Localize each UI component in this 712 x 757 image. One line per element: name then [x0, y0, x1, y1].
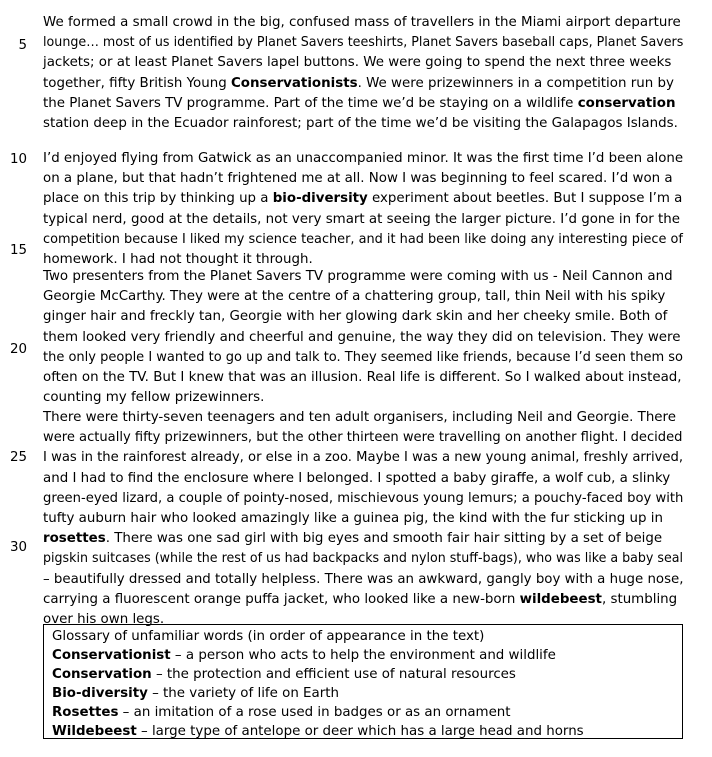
text-run: ginger hair and freckly tan, Georgie with her glowing dark skin and her cheeky smile. Both of: [43, 309, 668, 325]
glossary-term: Rosettes: [52, 705, 119, 720]
glossary-term: Bio-diversity: [52, 686, 148, 701]
text-line: [43, 428, 682, 448]
text-run: I was in the rainforest already, or else in a zoo. Maybe I was a new young animal, freshly arrived,: [43, 450, 684, 466]
line-number: 5: [18, 38, 27, 53]
text-run: on a plane, but that hadn’t frightened me at all. Now I was beginning to feel scared. I’d won a: [43, 171, 673, 187]
glossary-term-bold: Conservationists: [230, 75, 358, 91]
glossary-entry: [52, 703, 511, 722]
text-line: [43, 328, 681, 348]
text-line: [43, 489, 683, 509]
text-run: the Planet Savers TV programme. Part of the time we’d be staying on a wildlife: [43, 95, 578, 111]
text-run: lounge… most of us identified by Planet Savers teeshirts, Planet Savers baseball caps, Planet Savers: [43, 35, 684, 51]
glossary-heading: Glossary of unfamiliar words (in order of appearance in the text): [52, 629, 485, 644]
text-run: . We were prizewinners in a competition run by: [357, 75, 674, 91]
glossary-definition: – an imitation of a rose used in badges or as an ornament: [118, 705, 511, 720]
text-run: carrying a fluorescent orange puffa jacket, who looked like a new-born: [43, 591, 520, 607]
text-line: [43, 287, 665, 307]
glossary-definition: – the variety of life on Earth: [147, 686, 339, 701]
line-number: 25: [9, 450, 27, 465]
text-run: – beautifully dressed and totally helpless. There was an awkward, gangly boy with a huge nose,: [43, 571, 684, 587]
text-run: the only people I wanted to go up and talk to. They seemed like friends, because I’d seen them so: [43, 349, 684, 365]
glossary-term-bold: rosettes: [43, 531, 106, 547]
text-run: tufty auburn hair who looked amazingly like a guinea pig, the kind with the fur sticking up in: [43, 511, 663, 526]
text-run: pigskin suitcases (while the rest of us had backpacks and nylon stuff-bags), who was like a baby seal: [43, 551, 684, 567]
text-line: [43, 570, 684, 590]
text-run: I’d enjoyed flying from Gatwick as an unaccompanied minor. It was the first time I’d been alone: [43, 151, 684, 166]
text-line: [43, 210, 680, 230]
text-run: counting my fellow prizewinners.: [43, 390, 265, 406]
glossary-term: Conservationist: [52, 648, 171, 663]
text-line: [43, 509, 663, 529]
text-line: [43, 33, 683, 53]
glossary-definition: – a person who acts to help the environment and wildlife: [170, 648, 556, 663]
glossary-term-bold: bio-diversity: [272, 191, 368, 207]
text-line: [43, 549, 683, 569]
glossary-term-bold: conservation: [577, 95, 676, 111]
glossary-entry: [52, 646, 556, 665]
text-run: experiment about beetles. But I suppose I’m a: [367, 191, 683, 207]
text-line: [43, 149, 683, 169]
line-number: 10: [9, 152, 27, 167]
text-line: [43, 74, 674, 94]
line-number: 30: [9, 540, 27, 555]
text-run: and I had to find the enclosure where I belonged. I spotted a baby giraffe, a wolf cub, a slinky: [43, 470, 671, 486]
text-line: [43, 169, 673, 189]
text-run: over his own legs.: [43, 612, 165, 627]
text-line: [43, 53, 671, 73]
text-run: homework. I had not thought it through.: [43, 252, 313, 267]
text-line: [43, 267, 673, 287]
glossary-entry: [52, 665, 516, 684]
glossary-term: Wildebeest: [52, 724, 137, 739]
text-run: We formed a small crowd in the big, confused mass of travellers in the Miami airport departure: [43, 15, 681, 30]
text-line: [43, 94, 676, 114]
text-run: , stumbling: [601, 591, 678, 607]
text-line: [43, 348, 683, 368]
text-line: [43, 13, 681, 33]
text-line: [43, 307, 667, 327]
glossary-definition: – the protection and efficient use of natural resources: [151, 667, 516, 682]
text-run: them looked very friendly and cheerful and genuine, the way they did on television. They were: [43, 329, 681, 345]
glossary-entry: [52, 722, 584, 741]
line-number: 20: [9, 342, 27, 357]
text-run: often on the TV. But I knew that was an illusion. Real life is different. So I walked about instead,: [43, 370, 682, 385]
glossary-box: [43, 624, 683, 739]
text-run: There were thirty-seven teenagers and ten adult organisers, including Neil and Georgie. There: [43, 410, 676, 425]
glossary-term: Conservation: [52, 667, 152, 682]
text-run: station deep in the Ecuador rainforest; part of the time we’d be visiting the Galapagos Islands.: [43, 116, 678, 131]
text-run: were actually fifty prizewinners, but the other thirteen were travelling on another flight. I decided: [43, 430, 683, 446]
text-line: [43, 368, 682, 388]
text-run: jackets; or at least Planet Savers lapel buttons. We were going to spend the next three weeks: [43, 55, 672, 71]
text-run: Two presenters from the Planet Savers TV programme were coming with us - Neil Cannon and: [43, 269, 673, 284]
glossary-definition: – large type of antelope or deer which has a large head and horns: [136, 724, 584, 739]
text-line: [43, 469, 670, 489]
text-run: place on this trip by thinking up a: [43, 191, 273, 207]
text-run: competition because I liked my science teacher, and it had been like doing any interesting piece of: [43, 231, 683, 247]
text-line: [43, 388, 264, 408]
text-line: [43, 230, 683, 250]
text-line: [43, 189, 682, 209]
text-run: green-eyed lizard, a couple of pointy-nosed, mischievous young lemurs; a pouchy-faced boy with: [43, 490, 684, 506]
glossary-term-bold: wildebeest: [519, 591, 602, 607]
text-line: [43, 408, 676, 428]
text-run: together, fifty British Young: [43, 75, 231, 91]
line-number: 15: [9, 243, 27, 258]
text-run: Georgie McCarthy. They were at the centre of a chattering group, tall, thin Neil with his spiky: [43, 289, 666, 305]
text-run: . There was one sad girl with big eyes and smooth fair hair sitting by a set of beige: [105, 531, 663, 547]
text-line: [43, 114, 678, 134]
glossary-entry: [52, 684, 339, 703]
text-run: typical nerd, good at the details, not very smart at seeing the larger picture. I’d gone in for the: [43, 211, 681, 227]
text-line: [43, 448, 683, 468]
text-line: [43, 529, 662, 549]
text-line: [43, 590, 677, 610]
